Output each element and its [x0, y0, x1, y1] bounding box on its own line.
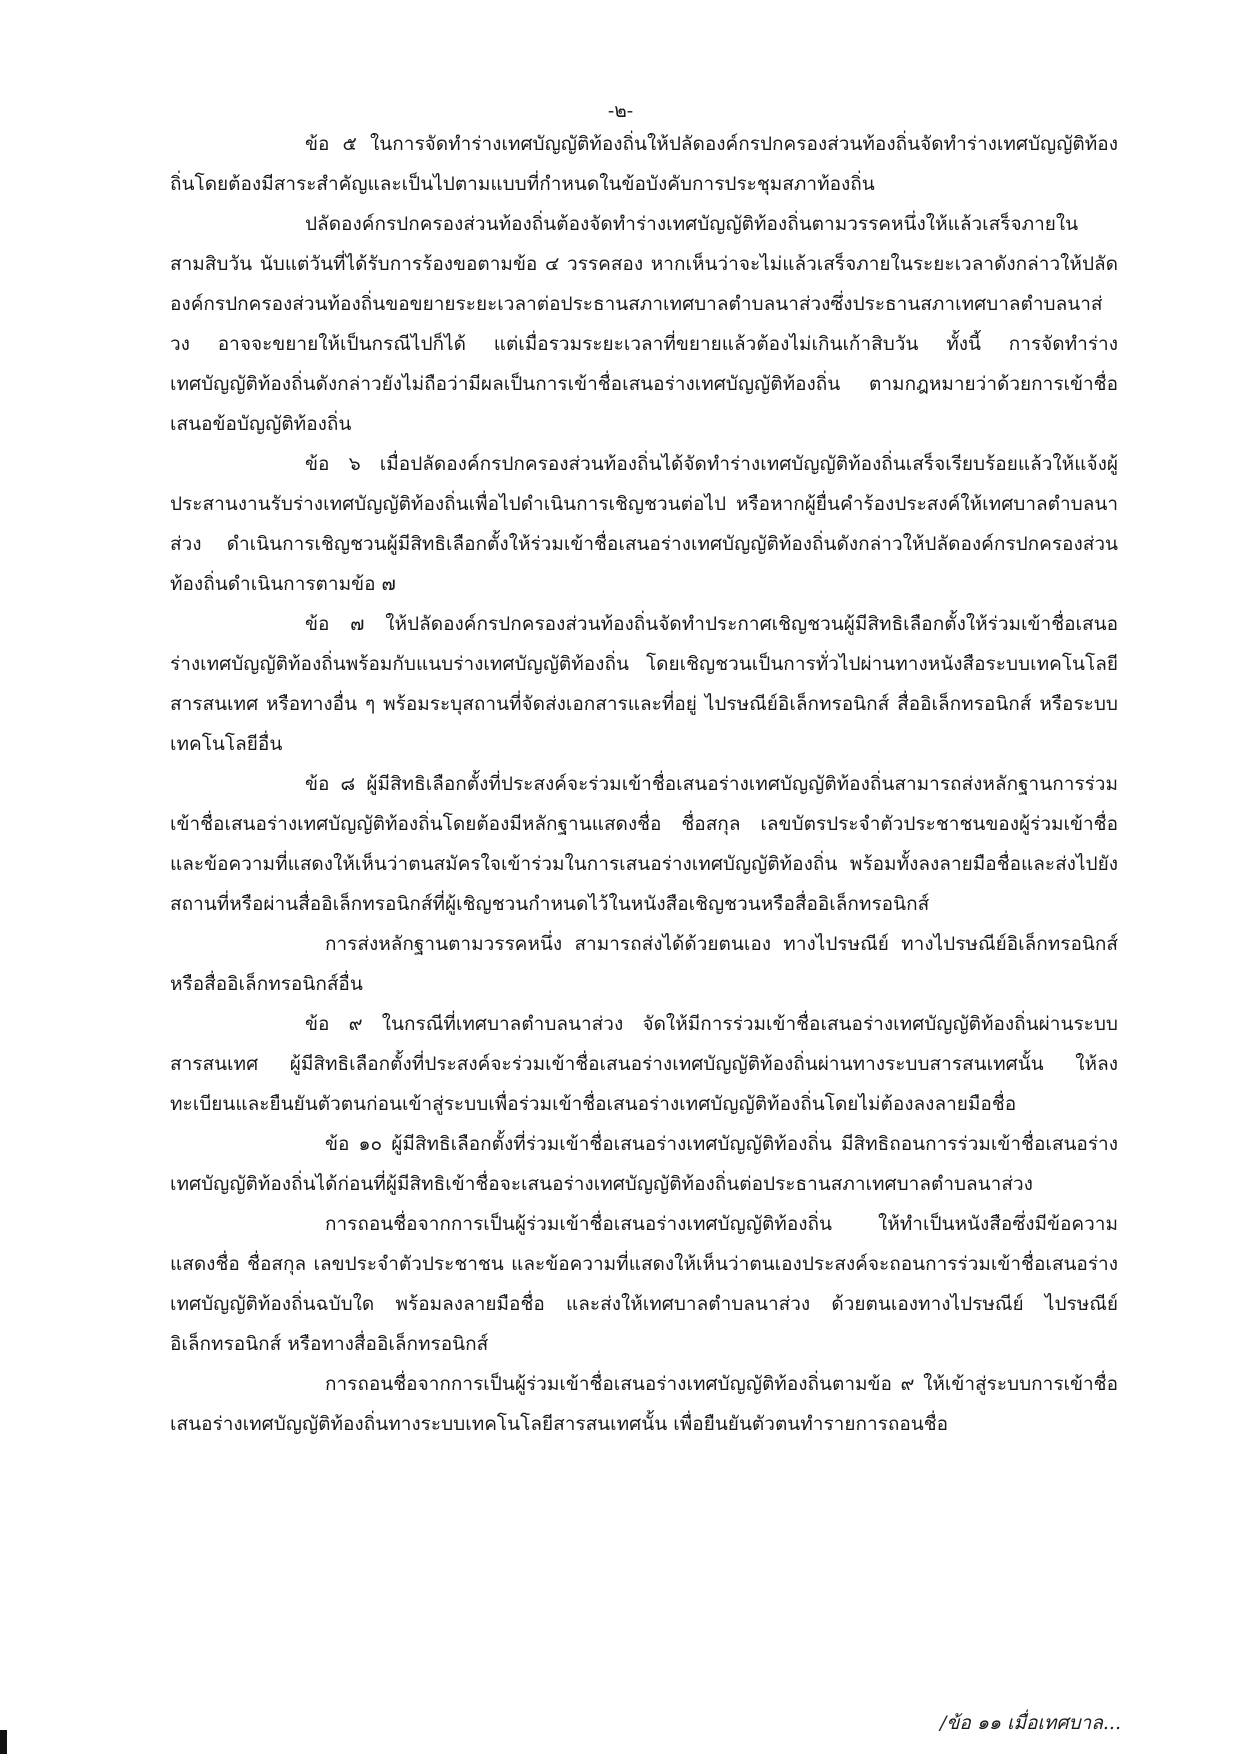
page-number: -๒- — [607, 100, 634, 122]
paragraph-clause-10-online-withdrawal: การถอนชื่อจากการเป็นผู้ร่วมเข้าชื่อเสนอร่างเทศบัญญัติท้องถิ่นตามข้อ ๙ ให้เข้าสู่ระบบการเข้าชื่อเสนอร่างเทศบัญญัติท้องถิ่นทางระบบเทคโนโลยีสารสนเทศนั้น เพื่อยืนยันตัวตนทำรายการถอนชื่อ — [170, 1373, 1118, 1435]
paragraph-clause-5-deadline: ปลัดองค์กรปกครองส่วนท้องถิ่นต้องจัดทำร่างเทศบัญญัติท้องถิ่นตามวรรคหนึ่งให้แล้วเสร็จภายในสามสิบวัน นับแต่วันที่ได้รับการร้องขอตามข้อ ๔ วรรคสอง หากเห็นว่าจะไม่แล้วเสร็จภายในระยะเวลาดังกล่าวให้ปลัดองค์กรปกครองส่วนท้องถิ่นขอขยายระยะเวลาต่อประธานสภาเทศบาลตำบลนาส่วงซึ่งประธานสภาเทศบาลตำบลนาส่วง อาจจะขยายให้เป็นกรณีไปก็ได้ แต่เมื่อรวมระยะเวลาที่ขยายแล้วต้องไม่เกินเก้าสิบวัน ทั้งนี้ การจัดทำร่างเทศบัญญัติท้องถิ่นดังกล่าวยังไม่ถือว่ามีผลเป็นการเข้าชื่อเสนอร่างเทศบัญญัติท้องถิ่น ตามกฎหมายว่าด้วยการเข้าชื่อเสนอข้อบัญญัติท้องถิ่น — [170, 213, 1118, 435]
paragraph-clause-10: ข้อ ๑๐ ผู้มีสิทธิเลือกตั้งที่ร่วมเข้าชื่อเสนอร่างเทศบัญญัติท้องถิ่น มีสิทธิถอนการร่วมเข้าชื่อเสนอร่างเทศบัญญัติท้องถิ่นได้ก่อนที่ผู้มีสิทธิเข้าชื่อจะเสนอร่างเทศบัญญัติท้องถิ่นต่อประธานสภาเทศบาลตำบลนาส่วง — [170, 1133, 1118, 1195]
document-body — [170, 124, 1118, 1444]
continuation-note: /ข้อ ๑๑ เมื่อเทศบาล... — [939, 1712, 1121, 1734]
paragraph-clause-9: ข้อ ๙ ในกรณีที่เทศบาลตำบลนาส่วง จัดให้มีการร่วมเข้าชื่อเสนอร่างเทศบัญญัติท้องถิ่นผ่านระบบสารสนเทศ ผู้มีสิทธิเลือกตั้งที่ประสงค์จะร่วมเข้าชื่อเสนอร่างเทศบัญญัติท้องถิ่นผ่านทางระบบสารสนเทศนั้น ให้ลงทะเบียนและยืนยันตัวตนก่อนเข้าสู่ระบบเพื่อร่วมเข้าชื่อเสนอร่างเทศบัญญัติท้องถิ่นโดยไม่ต้องลงลายมือชื่อ — [170, 1013, 1118, 1115]
paragraph-clause-10-withdrawal: การถอนชื่อจากการเป็นผู้ร่วมเข้าชื่อเสนอร่างเทศบัญญัติท้องถิ่น ให้ทำเป็นหนังสือซึ่งมีข้อความแสดงชื่อ ชื่อสกุล เลขประจำตัวประชาชน และข้อความที่แสดงให้เห็นว่าตนเองประสงค์จะถอนการร่วมเข้าชื่อเสนอร่างเทศบัญญัติท้องถิ่นฉบับใด พร้อมลงลายมือชื่อ และส่งให้เทศบาลตำบลนาส่วง ด้วยตนเองทางไปรษณีย์ ไปรษณีย์อิเล็กทรอนิกส์ หรือทางสื่ออิเล็กทรอนิกส์ — [170, 1213, 1118, 1355]
paragraph-clause-8-delivery: การส่งหลักฐานตามวรรคหนึ่ง สามารถส่งได้ด้วยตนเอง ทางไปรษณีย์ ทางไปรษณีย์อิเล็กทรอนิกส์ หรือสื่ออิเล็กทรอนิกส์อื่น — [170, 933, 1118, 995]
scan-edge-mark — [0, 1730, 7, 1754]
paragraph-clause-5: ข้อ ๕ ในการจัดทำร่างเทศบัญญัติท้องถิ่นให้ปลัดองค์กรปกครองส่วนท้องถิ่นจัดทำร่างเทศบัญญัติท้องถิ่นโดยต้องมีสาระสำคัญและเป็นไปตามแบบที่กำหนดในข้อบังคับการประชุมสภาท้องถิ่น — [170, 133, 1118, 195]
paragraph-clause-8: ข้อ ๘ ผู้มีสิทธิเลือกตั้งที่ประสงค์จะร่วมเข้าชื่อเสนอร่างเทศบัญญัติท้องถิ่นสามารถส่งหลักฐานการร่วมเข้าชื่อเสนอร่างเทศบัญญัติท้องถิ่นโดยต้องมีหลักฐานแสดงชื่อ ชื่อสกุล เลขบัตรประจำตัวประชาชนของผู้ร่วมเข้าชื่อ และข้อความที่แสดงให้เห็นว่าตนสมัครใจเข้าร่วมในการเสนอร่างเทศบัญญัติท้องถิ่น พร้อมทั้งลงลายมือชื่อและส่งไปยังสถานที่หรือผ่านสื่ออิเล็กทรอนิกส์ที่ผู้เชิญชวนกำหนดไว้ในหนังสือเชิญชวนหรือสื่ออิเล็กทรอนิกส์ — [170, 773, 1118, 915]
paragraph-clause-6: ข้อ ๖ เมื่อปลัดองค์กรปกครองส่วนท้องถิ่นได้จัดทำร่างเทศบัญญัติท้องถิ่นเสร็จเรียบร้อยแล้วให้แจ้งผู้ประสานงานรับร่างเทศบัญญัติท้องถิ่นเพื่อไปดำเนินการเชิญชวนต่อไป หรือหากผู้ยื่นคำร้องประสงค์ให้เทศบาลตำบลนาส่วง ดำเนินการเชิญชวนผู้มีสิทธิเลือกตั้งให้ร่วมเข้าชื่อเสนอร่างเทศบัญญัติท้องถิ่นดังกล่าวให้ปลัดองค์กรปกครองส่วนท้องถิ่นดำเนินการตามข้อ ๗ — [170, 453, 1118, 595]
paragraph-clause-7: ข้อ ๗ ให้ปลัดองค์กรปกครองส่วนท้องถิ่นจัดทำประกาศเชิญชวนผู้มีสิทธิเลือกตั้งให้ร่วมเข้าชื่อเสนอร่างเทศบัญญัติท้องถิ่นพร้อมกับแนบร่างเทศบัญญัติท้องถิ่น โดยเชิญชวนเป็นการทั่วไปผ่านทางหนังสือระบบเทคโนโลยีสารสนเทศ หรือทางอื่น ๆ พร้อมระบุสถานที่จัดส่งเอกสารและที่อยู่ ไปรษณีย์อิเล็กทรอนิกส์ สื่ออิเล็กทรอนิกส์ หรือระบบเทคโนโลยีอื่น — [170, 613, 1118, 755]
